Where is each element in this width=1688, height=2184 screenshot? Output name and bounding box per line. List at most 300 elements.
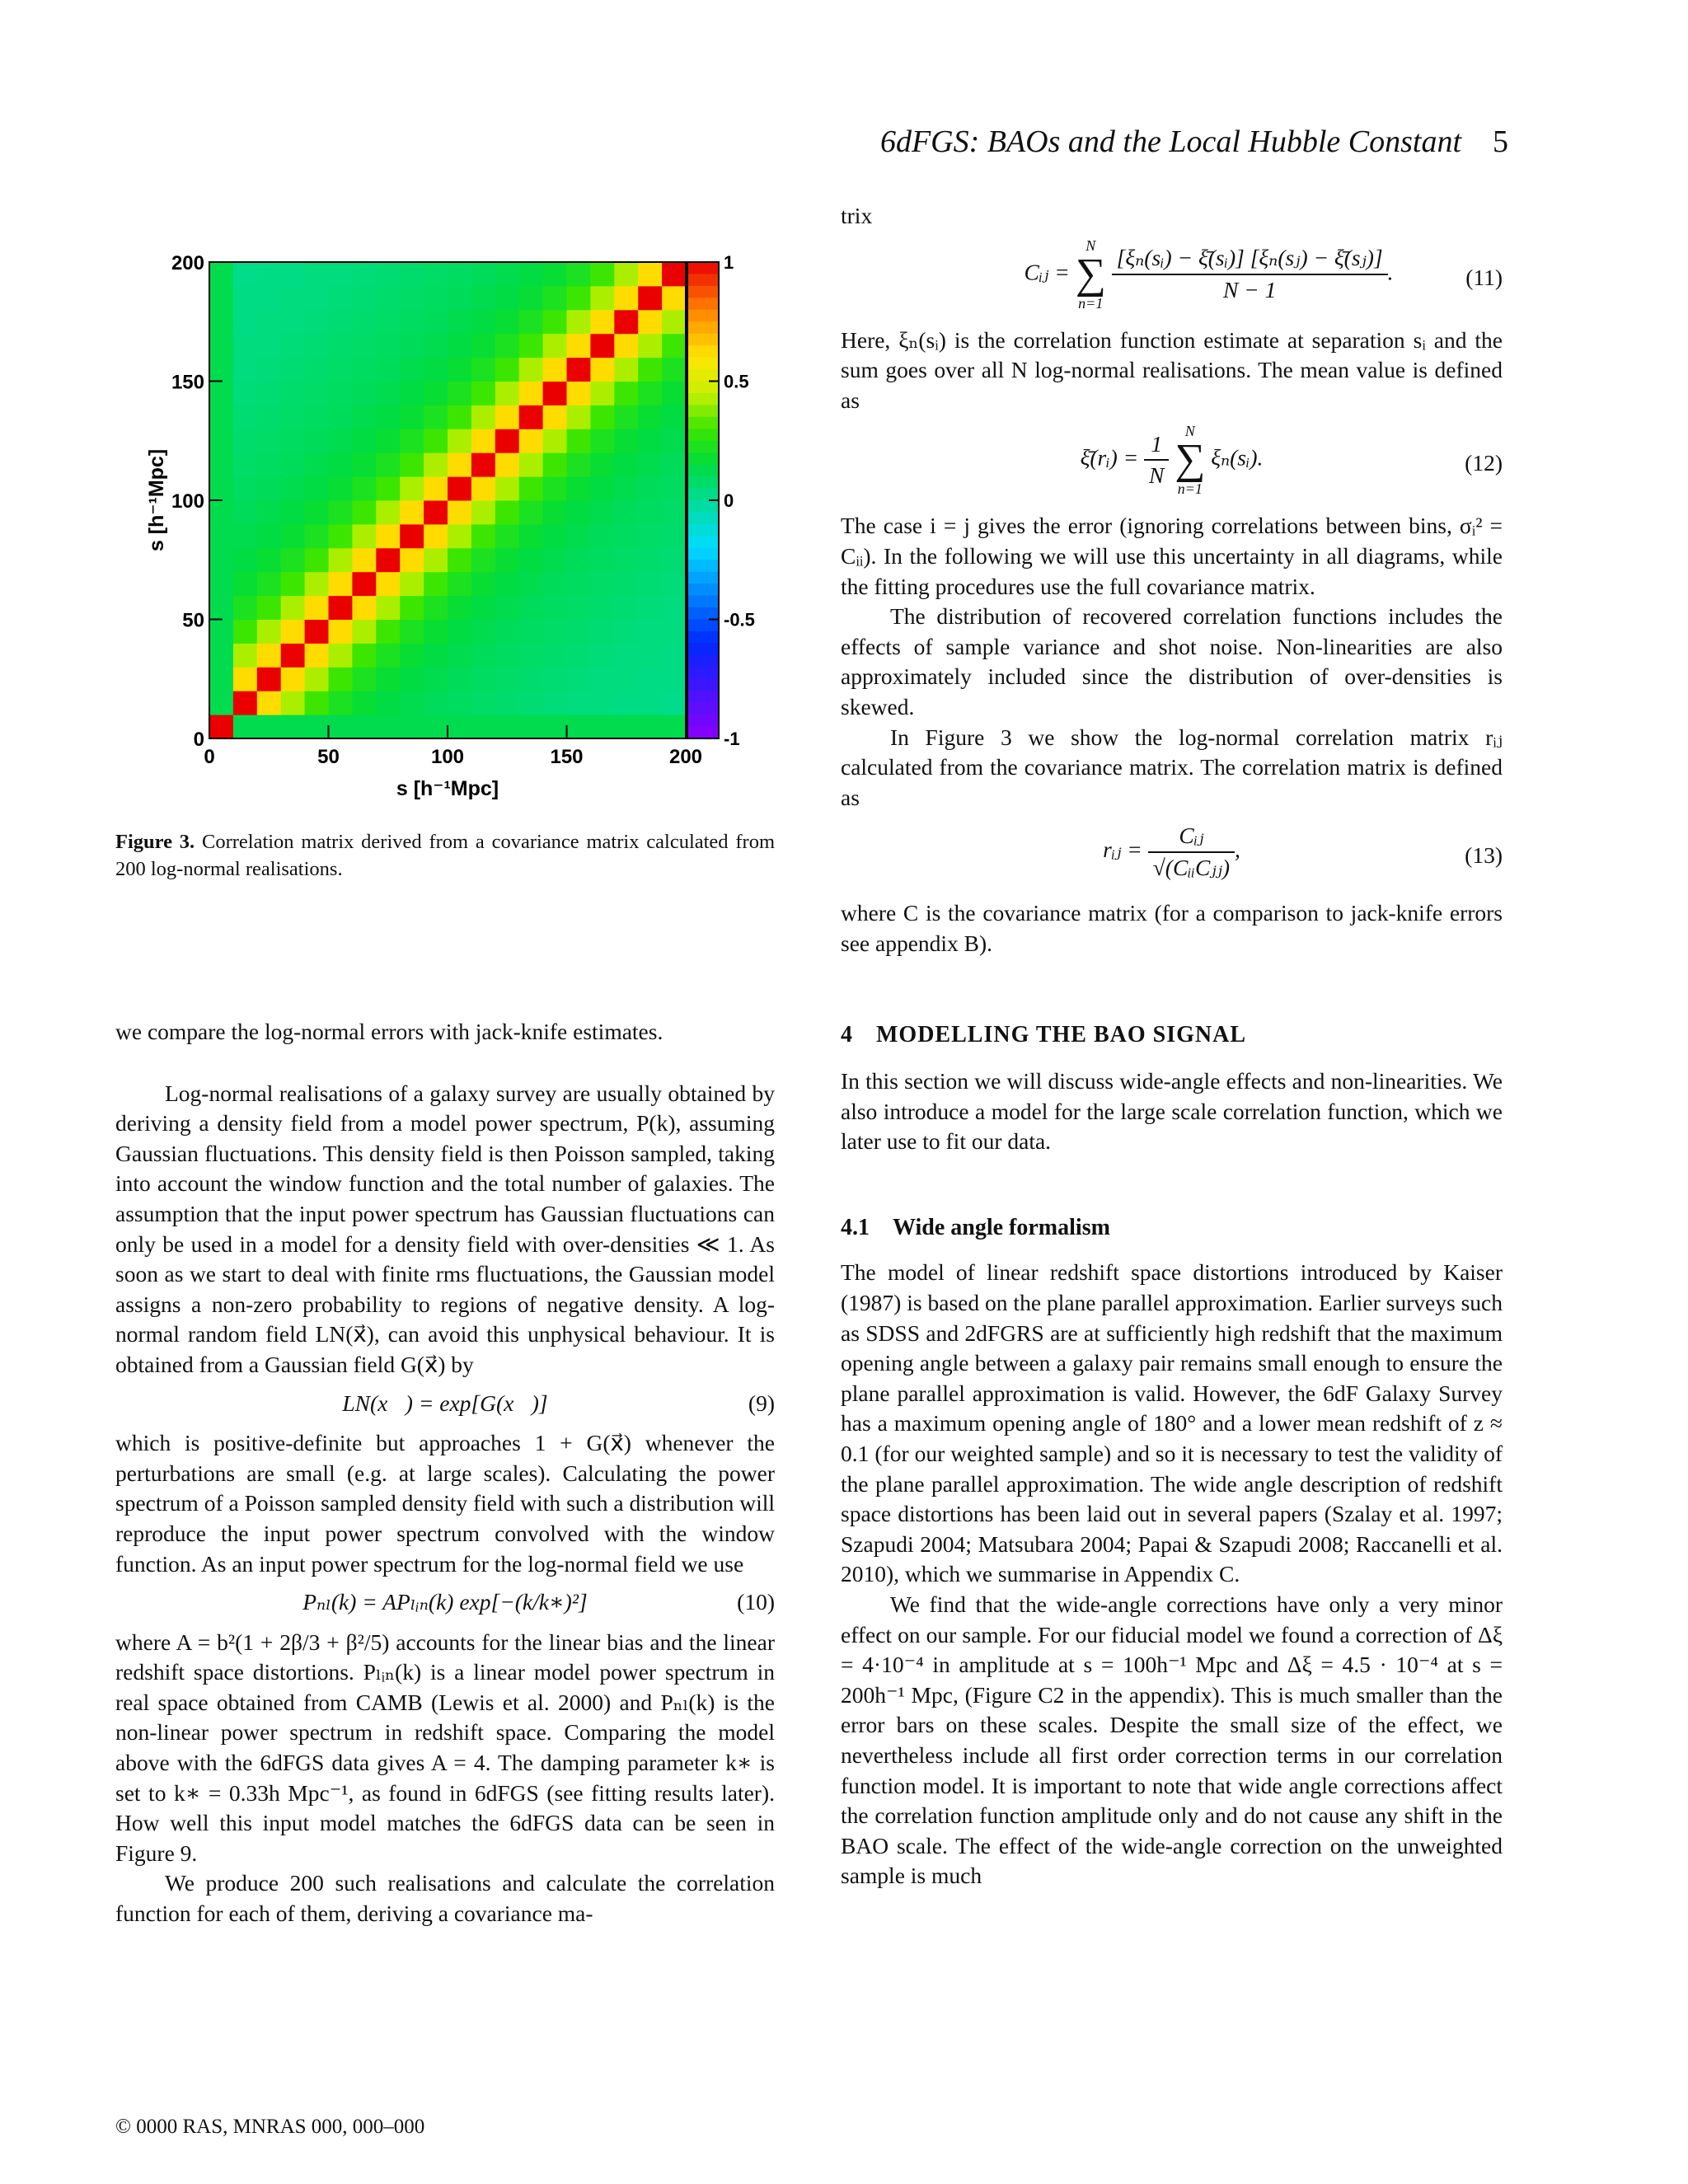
heatmap-cell xyxy=(448,667,471,691)
colorbar-segment xyxy=(687,262,719,274)
heatmap-cell xyxy=(471,596,495,620)
heatmap-cell xyxy=(424,358,448,382)
heatmap-cell xyxy=(543,405,567,429)
colorbar-segment xyxy=(687,667,719,679)
heatmap-cell xyxy=(590,405,614,429)
heatmap-cell xyxy=(400,262,424,286)
heatmap-cell xyxy=(519,596,543,620)
heatmap-cell xyxy=(448,429,471,452)
x-tick-label: 200 xyxy=(668,746,703,768)
heatmap-cell xyxy=(543,452,567,476)
heatmap-cell xyxy=(662,262,686,286)
colorbar-tick-label: 0 xyxy=(724,490,734,511)
heatmap-cell xyxy=(209,524,233,548)
heatmap-cell xyxy=(448,572,471,596)
colorbar-segment xyxy=(687,572,719,584)
heatmap-cell xyxy=(209,382,233,405)
y-tick-label: 0 xyxy=(193,729,204,751)
caption-text: Correlation matrix derived from a covariance matrix calculated from 200 log-normal realisations. xyxy=(115,831,775,880)
heatmap-cell xyxy=(638,286,662,310)
heatmap-cell xyxy=(400,286,424,310)
correlation-matrix-figure xyxy=(140,239,783,816)
heatmap-cell xyxy=(329,715,353,738)
heatmap-cell xyxy=(590,715,614,738)
colorbar-segment xyxy=(687,727,719,739)
heatmap-cell xyxy=(543,429,567,452)
heatmap-cell xyxy=(329,476,353,500)
heatmap-cell xyxy=(329,452,353,476)
heatmap-cell xyxy=(233,429,257,452)
heatmap-cell xyxy=(495,524,519,548)
heatmap-cell xyxy=(424,596,448,620)
heatmap-cell xyxy=(495,572,519,596)
heatmap-cell xyxy=(448,358,471,382)
heatmap-cell xyxy=(257,405,281,429)
heatmap-cell xyxy=(519,715,543,738)
figure-caption xyxy=(115,828,775,883)
heatmap-cell xyxy=(305,476,329,500)
heatmap-cell xyxy=(329,358,353,382)
heatmap-cell xyxy=(662,429,686,452)
heatmap-cell xyxy=(495,358,519,382)
x-axis-label: s [h⁻¹Mpc] xyxy=(396,777,499,800)
right-para-3: The distribution of recovered correlation functions includes the effects of sample variance and shot noise. Non-linearities are also approximately included since the distribution of over-densities is skewed. xyxy=(841,603,1503,719)
heatmap-cell xyxy=(567,596,591,620)
heatmap-cell xyxy=(329,620,353,644)
heatmap-cell xyxy=(257,429,281,452)
heatmap-cell xyxy=(495,262,519,286)
heatmap-cell xyxy=(257,643,281,667)
heatmap-cell xyxy=(305,620,329,644)
heatmap-cell xyxy=(257,358,281,382)
heatmap-cell xyxy=(400,524,424,548)
heatmap-cells xyxy=(209,262,687,739)
heatmap-cell xyxy=(257,548,281,572)
heatmap-cell xyxy=(638,667,662,691)
heatmap-cell xyxy=(519,572,543,596)
heatmap-cell xyxy=(281,286,305,310)
heatmap-cell xyxy=(519,620,543,644)
heatmap-cell xyxy=(257,524,281,548)
heatmap-cell xyxy=(519,358,543,382)
x-tick-label: 50 xyxy=(317,746,340,768)
heatmap-cell xyxy=(638,334,662,358)
colorbar-segment xyxy=(687,358,719,370)
heatmap-cell xyxy=(614,405,638,429)
heatmap-cell xyxy=(233,334,257,358)
colorbar-tick-label: 1 xyxy=(724,252,734,273)
heatmap-cell xyxy=(662,548,686,572)
heatmap-cell xyxy=(281,476,305,500)
heatmap-cell xyxy=(352,334,376,358)
heatmap-cell xyxy=(543,382,567,405)
heatmap-cell xyxy=(352,691,376,715)
heatmap-cell xyxy=(329,382,353,405)
heatmap-cell xyxy=(662,524,686,548)
heatmap-cell xyxy=(614,596,638,620)
heatmap-cell xyxy=(567,667,591,691)
heatmap-cell xyxy=(543,476,567,500)
heatmap-cell xyxy=(662,596,686,620)
heatmap-cell xyxy=(305,500,329,524)
colorbar-segment xyxy=(687,583,719,596)
heatmap-cell xyxy=(590,500,614,524)
heatmap-cell xyxy=(590,334,614,358)
heatmap-cell xyxy=(448,476,471,500)
heatmap-cell xyxy=(638,548,662,572)
heatmap-cell xyxy=(352,310,376,334)
heatmap-cell xyxy=(543,643,567,667)
heatmap-cell xyxy=(543,358,567,382)
heatmap-cell xyxy=(281,429,305,452)
heatmap-cell xyxy=(376,310,400,334)
heatmap-cell xyxy=(495,286,519,310)
equation-12: ξ̄(rᵢ) = $\frac{1}{N}$ N ∑ n=1 ξₙ(sᵢ). (12) xyxy=(1080,423,1503,498)
heatmap-cell xyxy=(448,548,471,572)
heatmap-cell xyxy=(614,691,638,715)
heatmap-cell xyxy=(567,572,591,596)
heatmap-cell xyxy=(543,310,567,334)
heatmap-cell xyxy=(329,524,353,548)
heatmap-cell xyxy=(257,452,281,476)
heatmap-cell xyxy=(400,452,424,476)
heatmap-cell xyxy=(305,452,329,476)
heatmap-cell xyxy=(495,715,519,738)
heatmap-cell xyxy=(662,405,686,429)
heatmap-cell xyxy=(352,500,376,524)
heatmap-cell xyxy=(233,620,257,644)
heatmap-cell xyxy=(376,334,400,358)
heatmap-cell xyxy=(424,382,448,405)
heatmap-cell xyxy=(614,667,638,691)
heatmap-cell xyxy=(305,667,329,691)
heatmap-cell xyxy=(495,452,519,476)
heatmap-cell xyxy=(495,310,519,334)
heatmap-cell xyxy=(638,429,662,452)
equation-10: Pₙₗ(k) = APₗᵢₙ(k) exp[−(k/k∗)²] (10) xyxy=(302,1589,775,1615)
heatmap-cell xyxy=(209,452,233,476)
right-column xyxy=(841,201,1503,1891)
colorbar-segment xyxy=(687,417,719,429)
colorbar-segment xyxy=(687,345,719,358)
heatmap-cell xyxy=(519,548,543,572)
heatmap-cell xyxy=(590,382,614,405)
heatmap-cell xyxy=(590,643,614,667)
colorbar-segment xyxy=(687,465,719,477)
heatmap-cell xyxy=(424,310,448,334)
heatmap-cell xyxy=(662,667,686,691)
heatmap-cell xyxy=(424,476,448,500)
x-tick-label: 150 xyxy=(550,746,584,768)
heatmap-cell xyxy=(662,286,686,310)
heatmap-cell xyxy=(281,452,305,476)
heatmap-cell xyxy=(209,596,233,620)
heatmap-cell xyxy=(209,500,233,524)
heatmap-cell xyxy=(471,382,495,405)
heatmap-cell xyxy=(209,667,233,691)
heatmap-cell xyxy=(448,620,471,644)
heatmap-cell xyxy=(209,429,233,452)
heatmap-cell xyxy=(471,620,495,644)
heatmap-cell xyxy=(424,524,448,548)
heatmap-cell xyxy=(329,429,353,452)
heatmap-cell xyxy=(424,429,448,452)
heatmap-cell xyxy=(448,596,471,620)
heatmap-cell xyxy=(590,691,614,715)
heatmap-cell xyxy=(424,262,448,286)
heatmap-cell xyxy=(638,715,662,738)
heatmap-cell xyxy=(614,452,638,476)
heatmap-cell xyxy=(281,715,305,738)
heatmap-cell xyxy=(233,310,257,334)
heatmap-cell xyxy=(567,358,591,382)
heatmap-cell xyxy=(662,310,686,334)
colorbar-segment xyxy=(687,298,719,310)
heatmap-cell xyxy=(352,548,376,572)
y-tick-label: 100 xyxy=(171,490,204,513)
heatmap-cell xyxy=(352,262,376,286)
right-para-2: The case i = j gives the error (ignoring correlations between bins, σᵢ² = Cᵢᵢ). In the following we will use this uncertainty in all diagrams, while the fitting procedures use the full covariance matrix. xyxy=(841,513,1503,599)
heatmap-cell xyxy=(233,405,257,429)
heatmap-cell xyxy=(448,334,471,358)
heatmap-cell xyxy=(495,691,519,715)
heatmap-cell xyxy=(543,262,567,286)
heatmap-cell xyxy=(233,262,257,286)
heatmap-cell xyxy=(614,262,638,286)
heatmap-cell xyxy=(519,262,543,286)
heatmap-cell xyxy=(448,262,471,286)
heatmap-cell xyxy=(519,476,543,500)
right-para-4: In Figure 3 we show the log-normal correlation matrix rᵢⱼ calculated from the covariance matrix. The correlation matrix is defined as xyxy=(841,724,1503,810)
heatmap-cell xyxy=(400,382,424,405)
heatmap-cell xyxy=(424,572,448,596)
heatmap-cell xyxy=(567,452,591,476)
heatmap-cell xyxy=(614,286,638,310)
heatmap-cell xyxy=(614,310,638,334)
heatmap-cell xyxy=(233,286,257,310)
heatmap-cell xyxy=(400,334,424,358)
heatmap-cell xyxy=(590,310,614,334)
heatmap-cell xyxy=(519,452,543,476)
colorbar-segment xyxy=(687,441,719,453)
heatmap-cell xyxy=(305,405,329,429)
heatmap-cell xyxy=(376,382,400,405)
heatmap-cell xyxy=(495,596,519,620)
heatmap-cell xyxy=(590,476,614,500)
heatmap-cell xyxy=(329,334,353,358)
heatmap-cell xyxy=(424,452,448,476)
left-column xyxy=(115,1017,775,1929)
heatmap-cell xyxy=(590,572,614,596)
heatmap-cell xyxy=(424,286,448,310)
heatmap-cell xyxy=(209,548,233,572)
running-head xyxy=(791,124,1508,160)
heatmap-cell xyxy=(376,358,400,382)
heatmap-cell xyxy=(638,524,662,548)
heatmap-cell xyxy=(448,405,471,429)
heatmap-cell xyxy=(352,382,376,405)
section-4-1-heading: 4.1 Wide angle formalism xyxy=(841,1214,1110,1240)
heatmap-cell xyxy=(424,691,448,715)
heatmap-cell xyxy=(352,596,376,620)
heatmap-cell xyxy=(233,715,257,738)
heatmap-cell xyxy=(305,310,329,334)
heatmap-cell xyxy=(305,358,329,382)
heatmap-cell xyxy=(662,358,686,382)
heatmap-cell xyxy=(495,500,519,524)
heatmap-cell xyxy=(281,572,305,596)
left-para-1: Log-normal realisations of a galaxy survey are usually obtained by deriving a density field from a model power spectrum, P(k), assuming Gaussian fluctuations. This density field is then Poisson sampled, taking into account the window function and the total number of galaxies. The assumption that the input power spectrum has Gaussian fluctuations can only be used in a model for a density field with over-densities ≪ 1. As soon as we start to deal with finite rms fluctuations, the Gaussian model assigns a non-zero probability to regions of negative density. A log-normal random field LN(x⃗), can avoid this unphysical behaviour. It is obtained from a Gaussian field G(x⃗) by xyxy=(115,1080,775,1377)
colorbar-segment xyxy=(687,512,719,524)
heatmap-cell xyxy=(471,405,495,429)
heatmap-cell xyxy=(519,286,543,310)
equation-13: rᵢⱼ = $\frac{\text{Cᵢⱼ}}{\text{√(CᵢᵢCⱼⱼ)}}$ , (13) xyxy=(1103,823,1503,880)
colorbar-segment xyxy=(687,405,719,417)
heatmap-cell xyxy=(257,596,281,620)
colorbar-segment xyxy=(687,382,719,394)
heatmap-cell xyxy=(424,620,448,644)
heatmap-cell xyxy=(376,548,400,572)
heatmap-cell xyxy=(257,667,281,691)
heatmap-cell xyxy=(590,429,614,452)
heatmap-cell xyxy=(376,643,400,667)
heatmap-cell xyxy=(305,286,329,310)
heatmap-cell xyxy=(519,500,543,524)
heatmap-cell xyxy=(448,643,471,667)
colorbar-segment xyxy=(687,607,719,620)
heatmap-cell xyxy=(329,405,353,429)
heatmap-cell xyxy=(400,500,424,524)
heatmap-cell xyxy=(495,476,519,500)
colorbar-segment xyxy=(687,548,719,560)
heatmap-cell xyxy=(376,262,400,286)
heatmap-cell xyxy=(281,691,305,715)
heatmap-cell xyxy=(424,500,448,524)
heatmap-cell xyxy=(424,405,448,429)
heatmap-cell xyxy=(495,405,519,429)
heatmap-cell xyxy=(329,548,353,572)
heatmap-cell xyxy=(257,286,281,310)
heatmap-cell xyxy=(662,500,686,524)
heatmap-cell xyxy=(233,667,257,691)
heatmap-cell xyxy=(448,500,471,524)
heatmap-cell xyxy=(495,548,519,572)
equation-11: Cᵢⱼ = N ∑ n=1 $\frac{\text{[ξₙ(sᵢ) − ξ̄(sᵢ)] [ξₙ(sⱼ) − ξ̄(sⱼ)]}}{N - 1}$ . (11) xyxy=(1024,237,1503,312)
heatmap-cell xyxy=(329,667,353,691)
y-tick-label: 150 xyxy=(171,371,204,394)
heatmap-cell xyxy=(352,715,376,738)
heatmap-cell xyxy=(209,405,233,429)
heatmap-cell xyxy=(400,596,424,620)
heatmap-cell xyxy=(305,429,329,452)
heatmap-cell xyxy=(209,476,233,500)
y-tick-label: 200 xyxy=(171,252,204,274)
heatmap-cell xyxy=(305,524,329,548)
left-para-2: which is positive-definite but approaches 1 + G(x⃗) whenever the perturbations are small (e.g. at large scales). Calculating the power spectrum of a Poisson sampled density field with such a distribution will reproduce the input power spectrum convolved with the window function. As an input power spectrum for the log-normal field we use xyxy=(115,1430,775,1577)
colorbar-segment xyxy=(687,643,719,655)
heatmap-cell xyxy=(590,286,614,310)
colorbar-segment xyxy=(687,655,719,668)
heatmap-cell xyxy=(662,715,686,738)
heatmap-cell xyxy=(614,548,638,572)
heatmap-cell xyxy=(614,334,638,358)
heatmap-cell xyxy=(329,310,353,334)
heatmap-cell xyxy=(233,643,257,667)
heatmap-cell xyxy=(471,358,495,382)
heatmap-cell xyxy=(471,715,495,738)
heatmap-cell xyxy=(543,286,567,310)
heatmap-cell xyxy=(281,548,305,572)
heatmap-cell xyxy=(209,262,233,286)
heatmap-cell xyxy=(519,691,543,715)
section-4-heading: 4 MODELLING THE BAO SIGNAL xyxy=(841,1021,1247,1047)
heatmap-cell xyxy=(400,358,424,382)
heatmap-cell xyxy=(638,405,662,429)
heatmap-cell xyxy=(614,429,638,452)
heatmap-cell xyxy=(543,334,567,358)
heatmap-cell xyxy=(400,429,424,452)
heatmap-cell xyxy=(281,310,305,334)
heatmap-cell xyxy=(614,620,638,644)
heatmap-cell xyxy=(400,667,424,691)
heatmap-cell xyxy=(638,596,662,620)
heatmap-cell xyxy=(305,691,329,715)
heatmap-cell xyxy=(638,620,662,644)
heatmap-cell xyxy=(471,500,495,524)
heatmap-cell xyxy=(543,548,567,572)
heatmap-cell xyxy=(519,667,543,691)
heatmap-cell xyxy=(543,667,567,691)
heatmap-cell xyxy=(257,476,281,500)
heatmap-cell xyxy=(495,429,519,452)
colorbar-segment xyxy=(687,429,719,441)
heatmap-cell xyxy=(543,691,567,715)
left-para-top: we compare the log-normal errors with jack-knife estimates. xyxy=(115,1019,663,1044)
heatmap-cell xyxy=(233,572,257,596)
heatmap-cell xyxy=(471,572,495,596)
heatmap-cell xyxy=(519,382,543,405)
heatmap-cell xyxy=(209,620,233,644)
heatmap-cell xyxy=(233,500,257,524)
right-para-7: The model of linear redshift space distortions introduced by Kaiser (1987) is based on the plane parallel approximation. Earlier surveys such as SDSS and 2dFGRS are at sufficiently high redshift that the maximum opening angle between a galaxy pair remains small enough to ensure the plane parallel approximation is valid. However, the 6dF Galaxy Survey has a maximum opening angle of 180° and a lower mean redshift of z ≈ 0.1 (for our weighted sample) and so it is necessary to test the validity of the plane parallel approximation. The wide angle description of redshift space distortions has been laid out in several papers (Szalay et al. 1997; Szapudi 2004; Matsubara 2004; Papai & Szapudi 2008; Raccanelli et al. 2010), which we summarise in Appendix C. xyxy=(841,1259,1503,1587)
right-para-5: where C is the covariance matrix (for a comparison to jack-knife errors see appendix B). xyxy=(841,900,1503,956)
heatmap-cell xyxy=(471,691,495,715)
heatmap-cell xyxy=(352,620,376,644)
heatmap-cell xyxy=(281,667,305,691)
heatmap-cell xyxy=(400,310,424,334)
heatmap-cell xyxy=(662,643,686,667)
colorbar-segment xyxy=(687,679,719,691)
heatmap-cell xyxy=(519,310,543,334)
heatmap-cell xyxy=(638,572,662,596)
colorbar-segment xyxy=(687,536,719,548)
heatmap-cell xyxy=(376,452,400,476)
heatmap-cell xyxy=(233,548,257,572)
heatmap-cell xyxy=(376,500,400,524)
heatmap-cell xyxy=(638,643,662,667)
heatmap-cell xyxy=(590,452,614,476)
heatmap-cell xyxy=(281,334,305,358)
running-title: 6dFGS: BAOs and the Local Hubble Constant xyxy=(879,124,1461,159)
x-tick-label: 0 xyxy=(204,746,215,768)
heatmap-cell xyxy=(662,334,686,358)
heatmap-cell xyxy=(662,382,686,405)
heatmap-cell xyxy=(233,382,257,405)
heatmap-cell xyxy=(471,548,495,572)
heatmap-cell xyxy=(209,643,233,667)
heatmap-cell xyxy=(495,334,519,358)
colorbar-segment xyxy=(687,596,719,608)
